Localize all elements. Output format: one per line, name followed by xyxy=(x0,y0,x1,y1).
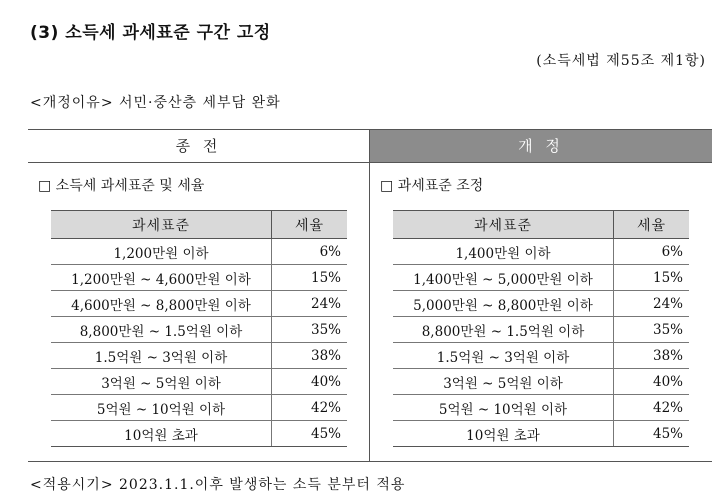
bracket-rate: 24% xyxy=(614,291,690,317)
table-row xyxy=(51,265,347,291)
bracket-rate: 24% xyxy=(272,291,348,317)
table-row xyxy=(393,317,689,343)
bracket-rate: 40% xyxy=(272,369,348,395)
after-bracket-rows xyxy=(393,239,689,447)
bracket-rate: 45% xyxy=(614,421,690,447)
table-row xyxy=(393,395,689,421)
bracket-range: 1.5억원 ~ 3억원 이하 xyxy=(393,343,614,369)
table-row xyxy=(393,421,689,447)
bracket-range: 3억원 ~ 5억원 이하 xyxy=(393,369,614,395)
table-row xyxy=(51,317,347,343)
table-row xyxy=(51,395,347,421)
bracket-range: 8,800만원 ~ 1.5억원 이하 xyxy=(51,317,272,343)
bracket-rate: 42% xyxy=(614,395,690,421)
table-row xyxy=(393,369,689,395)
bracket-range: 10억원 초과 xyxy=(393,421,614,447)
table-row xyxy=(393,343,689,369)
after-column-header: 개 정 xyxy=(370,130,712,163)
comparison-table xyxy=(28,129,712,462)
bracket-rate: 40% xyxy=(614,369,690,395)
after-bracket-table xyxy=(393,210,689,447)
after-range-header: 과세표준 xyxy=(393,211,614,239)
bracket-range: 1,200만원 ~ 4,600만원 이하 xyxy=(51,265,272,291)
bracket-range: 3억원 ~ 5억원 이하 xyxy=(51,369,272,395)
bracket-range: 1,200만원 이하 xyxy=(51,239,272,265)
before-rate-header: 세율 xyxy=(272,211,348,239)
bracket-range: 5억원 ~ 10억원 이하 xyxy=(51,395,272,421)
bracket-rate: 38% xyxy=(614,343,690,369)
bracket-range: 5억원 ~ 10억원 이하 xyxy=(393,395,614,421)
table-row xyxy=(51,291,347,317)
effective-date: <적용시기> 2023.1.1.이후 발생하는 소득 분부터 적용 xyxy=(30,477,406,493)
bracket-rate: 6% xyxy=(614,239,690,265)
before-section-label: □ 소득세 과세표준 및 세율 xyxy=(38,178,205,194)
law-reference: (소득세법 제55조 제1항) xyxy=(536,53,706,69)
bracket-range: 8,800만원 ~ 1.5억원 이하 xyxy=(393,317,614,343)
bracket-range: 1.5억원 ~ 3억원 이하 xyxy=(51,343,272,369)
table-row xyxy=(51,239,347,265)
bracket-rate: 6% xyxy=(272,239,348,265)
bracket-range: 1,400만원 이하 xyxy=(393,239,614,265)
after-rate-header: 세율 xyxy=(614,211,690,239)
table-row xyxy=(393,291,689,317)
amendment-reason: <개정이유> 서민·중산층 세부담 완화 xyxy=(30,95,281,111)
bracket-rate: 15% xyxy=(614,265,690,291)
bracket-range: 4,600만원 ~ 8,800만원 이하 xyxy=(51,291,272,317)
before-bracket-table xyxy=(51,210,347,447)
table-row xyxy=(393,239,689,265)
bracket-range: 5,000만원 ~ 8,800만원 이하 xyxy=(393,291,614,317)
before-column-header: 종 전 xyxy=(28,130,369,163)
bracket-rate: 35% xyxy=(272,317,348,343)
bracket-rate: 35% xyxy=(614,317,690,343)
table-row xyxy=(393,265,689,291)
before-range-header: 과세표준 xyxy=(51,211,272,239)
bracket-range: 10억원 초과 xyxy=(51,421,272,447)
table-row xyxy=(51,421,347,447)
bracket-rate: 15% xyxy=(272,265,348,291)
table-row xyxy=(51,369,347,395)
table-row xyxy=(51,343,347,369)
section-title: (3) 소득세 과세표준 구간 고정 xyxy=(30,23,271,43)
bracket-rate: 42% xyxy=(272,395,348,421)
before-bracket-rows xyxy=(51,239,347,447)
column-divider xyxy=(369,130,370,461)
bracket-rate: 38% xyxy=(272,343,348,369)
bracket-range: 1,400만원 ~ 5,000만원 이하 xyxy=(393,265,614,291)
bracket-rate: 45% xyxy=(272,421,348,447)
after-section-label: □ 과세표준 조정 xyxy=(380,178,484,194)
